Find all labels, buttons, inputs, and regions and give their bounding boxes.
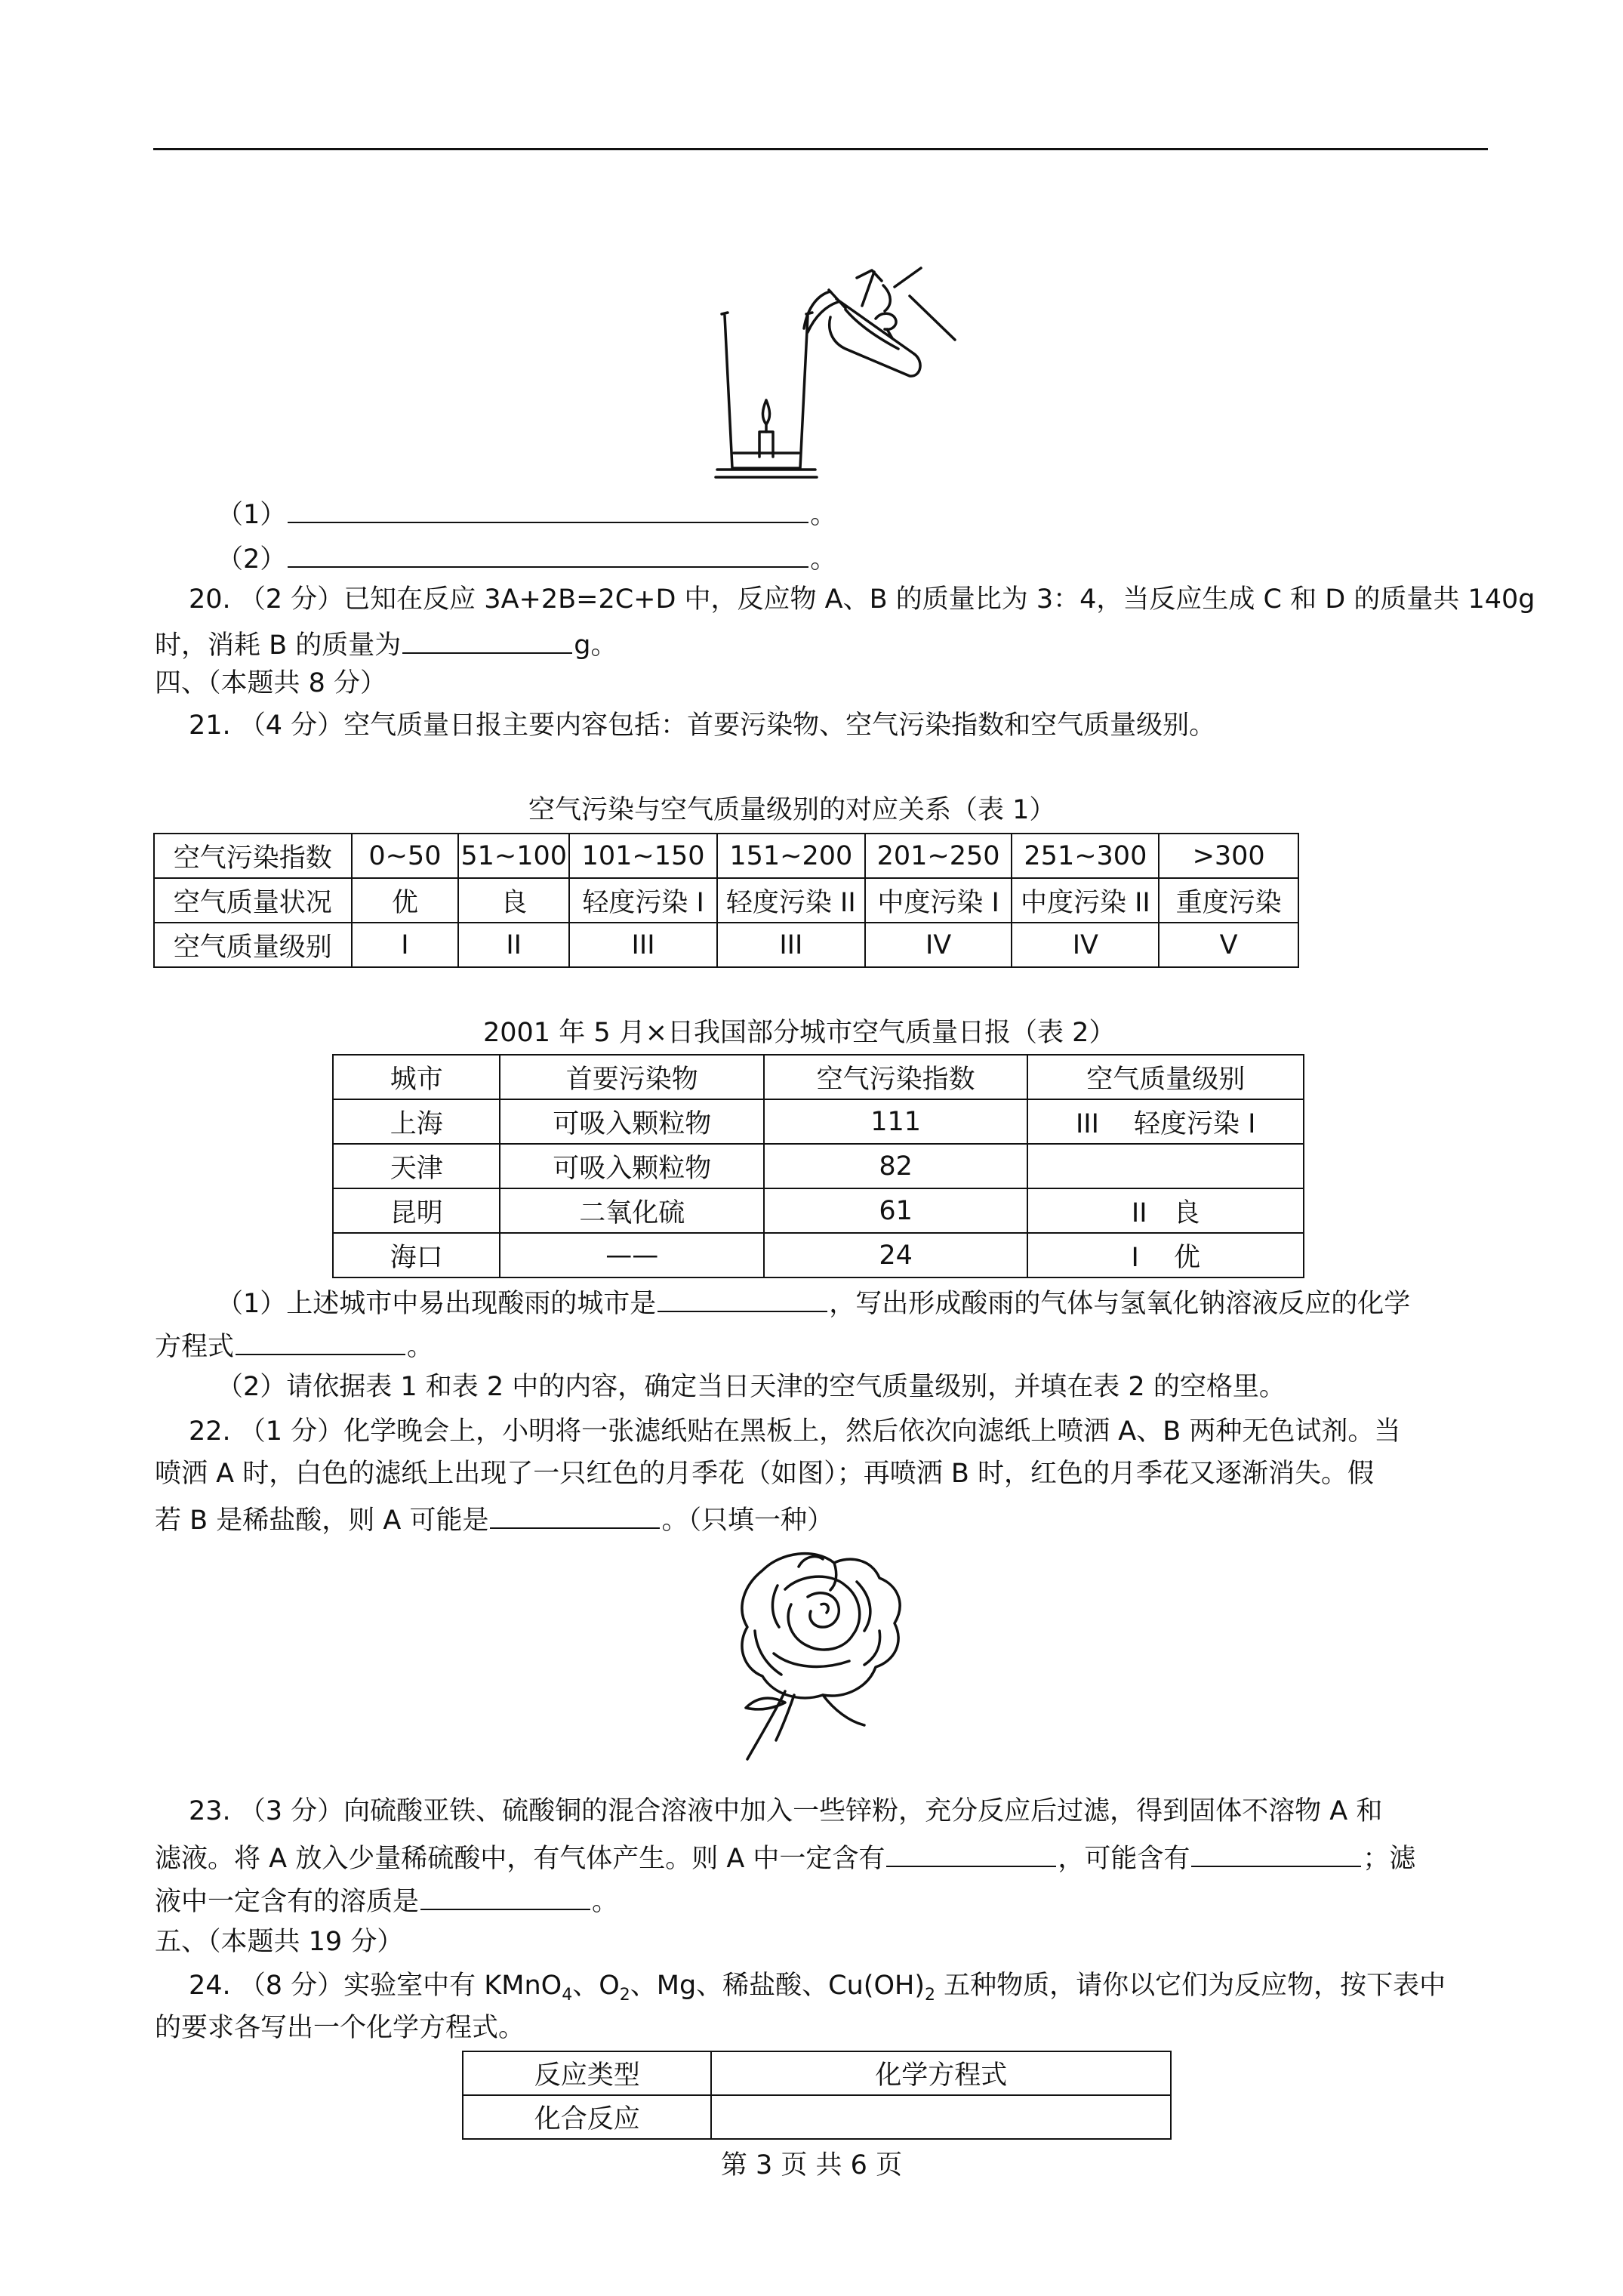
table-1-cell: 51~100 (458, 834, 569, 878)
q21-city-blank[interactable] (658, 1282, 827, 1312)
q19-item-1-end: 。 (810, 500, 837, 530)
table-1-cell: 151~200 (717, 834, 865, 878)
q19-item-1-label: （1） (217, 500, 287, 530)
table-2-cell: 上海 (333, 1099, 500, 1144)
q20-line-1: 20. （2 分）已知在反应 3A+2B=2C+D 中，反应物 A、B 的质量比为 3：4，当反应生成 C 和 D 的质量共 140g (189, 584, 1535, 615)
table-1-cell: 201~250 (865, 834, 1012, 878)
q22-line-3-text-a: 若 B 是稀盐酸，则 A 可能是 (155, 1505, 489, 1536)
table-1-cell: 良 (458, 878, 569, 923)
q21-sub-1-text-b: ，写出形成酸雨的气体与氢氧化钠溶液反应的化学 (829, 1289, 1411, 1319)
q24-sub-4: 4 (562, 1986, 573, 2005)
table-1-cell: >300 (1159, 834, 1298, 878)
table-1-cell: 空气污染指数 (154, 834, 352, 878)
q24-text-b: 、O (572, 1971, 620, 2001)
q19-item-2 (217, 538, 836, 577)
table-1-cell: 空气质量状况 (154, 878, 352, 923)
section-5-heading: 五、（本题共 19 分） (155, 1927, 404, 1957)
table-2-cell: 61 (764, 1188, 1027, 1233)
table-2-fill-in-cell[interactable] (1027, 1144, 1304, 1188)
q21-sub-1-text-a: （1）上述城市中易出现酸雨的城市是 (217, 1289, 657, 1319)
table-3-header-cell: 反应类型 (463, 2051, 711, 2095)
q23-line-3 (155, 1880, 618, 1919)
table-1-row (154, 834, 1298, 878)
table-2-cell: I 优 (1027, 1233, 1304, 1277)
q24-text-a: 24. （8 分）实验室中有 KMnO (189, 1971, 562, 2001)
table-2-cell: 海口 (333, 1233, 500, 1277)
table-2-row (333, 1188, 1304, 1233)
q24-sub-2b: 2 (924, 1986, 935, 2005)
q23-line-2 (155, 1837, 1415, 1876)
table-2-cell: 二氧化硫 (500, 1188, 763, 1233)
q21-sub-1-text-c: 方程式 (155, 1332, 235, 1362)
table-2-header-cell: 首要污染物 (500, 1055, 763, 1099)
rose-figure (710, 1540, 936, 1767)
table-2-cell: 82 (764, 1144, 1027, 1188)
table-2 (332, 1054, 1304, 1278)
table-1-cell: V (1159, 923, 1298, 967)
table-1-cell: 中度污染 II (1012, 878, 1159, 923)
table-1-cell: III (569, 923, 717, 967)
table-2-cell: 可吸入颗粒物 (500, 1144, 763, 1188)
table-3-cell: 化合反应 (463, 2095, 711, 2139)
table-1-cell: I (352, 923, 459, 967)
q22-answer-blank[interactable] (490, 1499, 660, 1529)
q21-sub-1-text-d: 。 (407, 1332, 434, 1362)
q23-line-2-text-b: ，可能含有 (1058, 1844, 1190, 1874)
q21-sub-1-line-2 (155, 1325, 433, 1364)
table-1-cell: 重度污染 (1159, 878, 1298, 923)
table-3-header-row (463, 2051, 1171, 2095)
table-2-cell: 24 (764, 1233, 1027, 1277)
table-1-cell: 101~150 (569, 834, 717, 878)
q20-line-2 (155, 624, 617, 663)
table-1-cell: III (717, 923, 865, 967)
q24-text-d: 五种物质，请你以它们为反应物，按下表中 (935, 1971, 1446, 2001)
table-2-header-cell: 空气质量级别 (1027, 1055, 1304, 1099)
q19-answer-blank-2[interactable] (288, 538, 808, 568)
q21-sub-2: （2）请依据表 1 和表 2 中的内容，确定当日天津的空气质量级别，并填在表 2 的空格里。 (217, 1372, 1286, 1402)
table-1-cell: 轻度污染 I (569, 878, 717, 923)
q21-intro: 21. （4 分）空气质量日报主要内容包括：首要污染物、空气污染指数和空气质量级别。 (189, 710, 1216, 741)
table-2-cell: 天津 (333, 1144, 500, 1188)
q23-solute-blank[interactable] (420, 1880, 590, 1910)
table-1-cell: 优 (352, 878, 459, 923)
table-2-header-cell: 城市 (333, 1055, 500, 1099)
table-2-cell: 可吸入颗粒物 (500, 1099, 763, 1144)
q22-line-3-text-b: 。（只填一种） (661, 1505, 833, 1536)
q22-line-1: 22. （1 分）化学晚会上，小明将一张滤纸贴在黑板上，然后依次向滤纸上喷洒 A、B 两种无色试剂。当 (189, 1416, 1401, 1447)
q22-line-2: 喷洒 A 时，白色的滤纸上出现了一只红色的月季花（如图）；再喷洒 B 时，红色的月季花又逐渐消失。假 (155, 1459, 1374, 1489)
q20-line-2-unit: g。 (574, 630, 617, 661)
table-2-row (333, 1233, 1304, 1277)
table-1 (153, 833, 1299, 968)
page-footer: 第 3 页 共 6 页 (720, 2150, 903, 2180)
table-3-header-cell: 化学方程式 (711, 2051, 1171, 2095)
table-2-cell: III 轻度污染 I (1027, 1099, 1304, 1144)
table-1-cell: 251~300 (1012, 834, 1159, 878)
table-1-cell: 空气质量级别 (154, 923, 352, 967)
table-2-cell: 111 (764, 1099, 1027, 1144)
q23-line-2-text-a: 滤液。将 A 放入少量稀硫酸中，有气体产生。则 A 中一定含有 (155, 1844, 885, 1874)
q19-answer-blank-1[interactable] (288, 493, 808, 523)
q23-line-3-text-a: 液中一定含有的溶质是 (155, 1887, 420, 1917)
table-3-answer-cell[interactable] (711, 2095, 1171, 2139)
q24-text-c: 、Mg、稀盐酸、Cu(OH) (630, 1971, 925, 2001)
q19-item-1 (217, 493, 836, 532)
q23-must-contain-blank[interactable] (886, 1837, 1056, 1867)
q21-equation-blank[interactable] (236, 1325, 405, 1355)
section-4-heading: 四、（本题共 8 分） (155, 668, 387, 698)
table-3-row (463, 2095, 1171, 2139)
q22-line-3 (155, 1499, 833, 1538)
table-3 (462, 2051, 1172, 2140)
q23-line-1: 23. （3 分）向硫酸亚铁、硫酸铜的混合溶液中加入一些锌粉，充分反应后过滤，得到固体不溶物 A 和 (189, 1796, 1383, 1826)
table-2-row (333, 1099, 1304, 1144)
q20-answer-blank[interactable] (402, 624, 572, 654)
q23-line-2-text-c: ；滤 (1363, 1844, 1416, 1874)
beaker-candle-figure (694, 264, 966, 479)
table-2-row (333, 1144, 1304, 1188)
table-1-row (154, 878, 1298, 923)
table-1-cell: II (458, 923, 569, 967)
table-2-header-cell: 空气污染指数 (764, 1055, 1027, 1099)
table-1-cell: 中度污染 I (865, 878, 1012, 923)
table-2-caption: 2001 年 5 月×日我国部分城市空气质量日报（表 2） (483, 1018, 1116, 1048)
q21-sub-1-line-1 (217, 1282, 1410, 1321)
table-1-cell: 轻度污染 II (717, 878, 865, 923)
table-2-cell: —— (500, 1233, 763, 1277)
table-2-cell: II 良 (1027, 1188, 1304, 1233)
q19-item-2-label: （2） (217, 544, 287, 575)
q20-line-2-text: 时，消耗 B 的质量为 (155, 630, 402, 661)
table-1-cell: IV (1012, 923, 1159, 967)
header-rule (153, 148, 1488, 150)
table-2-header-row (333, 1055, 1304, 1099)
table-1-row (154, 923, 1298, 967)
q23-may-contain-blank[interactable] (1191, 1837, 1361, 1867)
q19-item-2-end: 。 (810, 544, 837, 575)
q23-line-3-text-b: 。 (592, 1887, 619, 1917)
table-1-caption: 空气污染与空气质量级别的对应关系（表 1） (528, 795, 1056, 825)
q24-sub-2a: 2 (619, 1986, 630, 2005)
table-1-cell: IV (865, 923, 1012, 967)
table-1-cell: 0~50 (352, 834, 459, 878)
q24-line-2: 的要求各写出一个化学方程式。 (155, 2013, 525, 2043)
q24-line-1 (189, 1968, 1446, 2013)
table-2-cell: 昆明 (333, 1188, 500, 1233)
